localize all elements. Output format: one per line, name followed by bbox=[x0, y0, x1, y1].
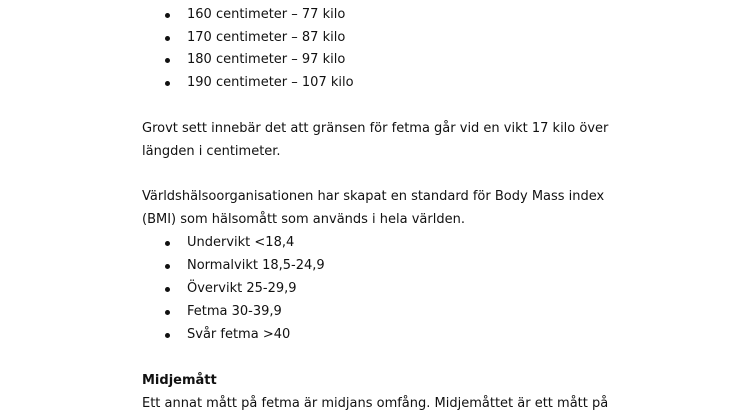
bullet-icon bbox=[165, 36, 170, 41]
list-item: 170 centimeter – 87 kilo bbox=[187, 30, 346, 45]
list-item: 190 centimeter – 107 kilo bbox=[187, 75, 354, 90]
paragraph-line: (BMI) som hälsomått som används i hela världen. bbox=[142, 212, 465, 227]
bullet-icon bbox=[165, 81, 170, 86]
bullet-icon bbox=[165, 241, 170, 246]
paragraph-line: Världshälsoorganisationen har skapat en standard för Body Mass index bbox=[142, 189, 605, 204]
list-item: 160 centimeter – 77 kilo bbox=[187, 7, 346, 22]
section-heading: Midjemått bbox=[142, 373, 217, 388]
paragraph-line: Grovt sett innebär det att gränsen för fetma går vid en vikt 17 kilo över bbox=[142, 121, 609, 136]
list-item: 180 centimeter – 97 kilo bbox=[187, 52, 346, 67]
paragraph-line: Ett annat mått på fetma är midjans omfång. Midjemåttet är ett mått på bbox=[142, 396, 609, 411]
list-item: Övervikt 25-29,9 bbox=[187, 281, 297, 296]
list-item: Fetma 30-39,9 bbox=[187, 304, 282, 319]
bullet-icon bbox=[165, 58, 170, 63]
list-item: Undervikt <18,4 bbox=[187, 235, 295, 250]
bullet-icon bbox=[165, 310, 170, 315]
bullet-icon bbox=[165, 287, 170, 292]
paragraph-line: längden i centimeter. bbox=[142, 144, 281, 159]
bullet-icon bbox=[165, 333, 170, 338]
list-item: Normalvikt 18,5-24,9 bbox=[187, 258, 325, 273]
list-item: Svår fetma >40 bbox=[187, 327, 291, 342]
bullet-icon bbox=[165, 13, 170, 18]
bullet-icon bbox=[165, 264, 170, 269]
